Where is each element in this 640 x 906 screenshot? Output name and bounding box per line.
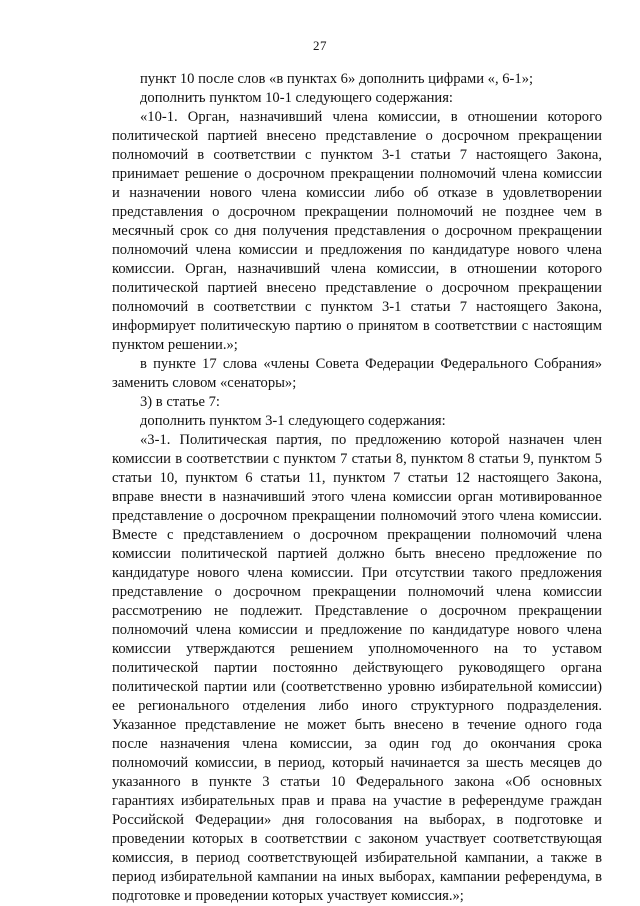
text-line: комиссии политической партией должно быть внесено предложение по: [112, 546, 602, 562]
text-line: и назначении нового члена комиссии либо об отказе в удовлетворении: [112, 185, 602, 201]
text-line: политической партии постоянно действующего руководящего органа: [112, 660, 602, 676]
text-line: статьи 10, пунктом 6 статьи 11, пунктом 7 статьи 12 настоящего Закона,: [112, 470, 602, 486]
text-line: подготовке и проведении которых участвует комиссия.»;: [112, 888, 464, 904]
text-line: пункт 10 после слов «в пунктах 6» дополнить цифрами «, 6-1»;: [140, 71, 534, 87]
text-line: комиссии. Орган, назначивший члена комиссии, в отношении которого: [112, 261, 602, 277]
text-line: Указанное представление не может быть внесено в течение одного года: [112, 717, 602, 733]
text-line: комиссия, в период соответствующей избирательной кампании, а также в: [112, 850, 602, 866]
text-line: представление о досрочном прекращении полномочий члена комиссии: [112, 584, 602, 600]
text-line: месячный срок со дня получения представления о досрочном прекращении: [112, 223, 602, 239]
text-line: представление о досрочном прекращении полномочий этого члена комиссии.: [112, 508, 602, 524]
text-line: период избирательной кампании на иных выборах, кампании референдума, в: [112, 869, 602, 885]
text-line: дополнить пунктом 3-1 следующего содержания:: [140, 413, 446, 429]
text-line: политической партии или (соответственно уровню избирательной комиссии): [112, 679, 602, 695]
text-line: полномочий члена комиссии и предложение по кандидатуре нового члена: [112, 622, 602, 638]
text-line: заменить словом «сенаторы»;: [112, 375, 297, 391]
text-line: в пункте 17 слова «члены Совета Федерации Федерального Собрания»: [140, 356, 602, 372]
text-line: указанного в пункте 3 статьи 10 Федерального закона «Об основных: [112, 774, 602, 790]
page-number: 27: [313, 38, 327, 53]
text-line: комиссии в соответствии с пунктом 7 статьи 8, пунктом 8 статьи 9, пунктом 5: [112, 451, 602, 467]
text-line: Вместе с представлением о досрочном прекращении полномочий члена: [112, 527, 602, 543]
text-line: рассмотрению не подлежит. Представление о досрочном прекращении: [112, 603, 602, 619]
text-line: представления о досрочном прекращении полномочий не позднее чем в: [112, 204, 602, 220]
text-line: пунктом решении.»;: [112, 337, 238, 353]
text-line: «3-1. Политическая партия, по предложению которой назначен член: [140, 432, 602, 448]
text-line: проведении которых в соответствии с законом участвует соответствующая: [112, 831, 602, 847]
text-line: Российской Федерации» дня голосования на выборах, в подготовке и: [112, 812, 602, 828]
text-line: комиссии утверждаются решением уполномоченного на то уставом: [112, 641, 602, 657]
text-line: 3) в статье 7:: [140, 394, 220, 410]
text-line: полномочий в соответствии с пунктом 3-1 статьи 7 настоящего Закона,: [112, 299, 602, 315]
text-line: полномочий члена комиссии и предложения по кандидатуре нового члена: [112, 242, 602, 258]
text-line: дополнить пунктом 10-1 следующего содержания:: [140, 90, 453, 106]
text-line: информирует политическую партию о принятом в соответствии с настоящим: [112, 318, 602, 334]
text-line: вправе внести в назначивший этого члена комиссии орган мотивированное: [112, 489, 602, 505]
text-line: гарантиях избирательных прав и права на участие в референдуме граждан: [112, 793, 602, 809]
text-line: полномочий комиссии, в период, который начинается за шесть месяцев до: [112, 755, 602, 771]
text-line: принимает решение о досрочном прекращении полномочий члена комиссии: [112, 166, 602, 182]
text-line: «10-1. Орган, назначивший члена комиссии, в отношении которого: [140, 109, 602, 125]
text-line: политической партией внесено представление о досрочном прекращении: [112, 128, 602, 144]
text-line: кандидатуре нового члена комиссии. При отсутствии такого предложения: [112, 565, 602, 581]
document-body: [112, 70, 602, 906]
text-line: политической партией внесено представление о досрочном прекращении: [112, 280, 602, 296]
text-line: ее регионального отделения либо иного структурного подразделения.: [112, 698, 602, 714]
text-line: полномочий в соответствии с пунктом 3-1 статьи 7 настоящего Закона,: [112, 147, 602, 163]
text-line: после назначения члена комиссии, за один год до окончания срока: [112, 736, 602, 752]
